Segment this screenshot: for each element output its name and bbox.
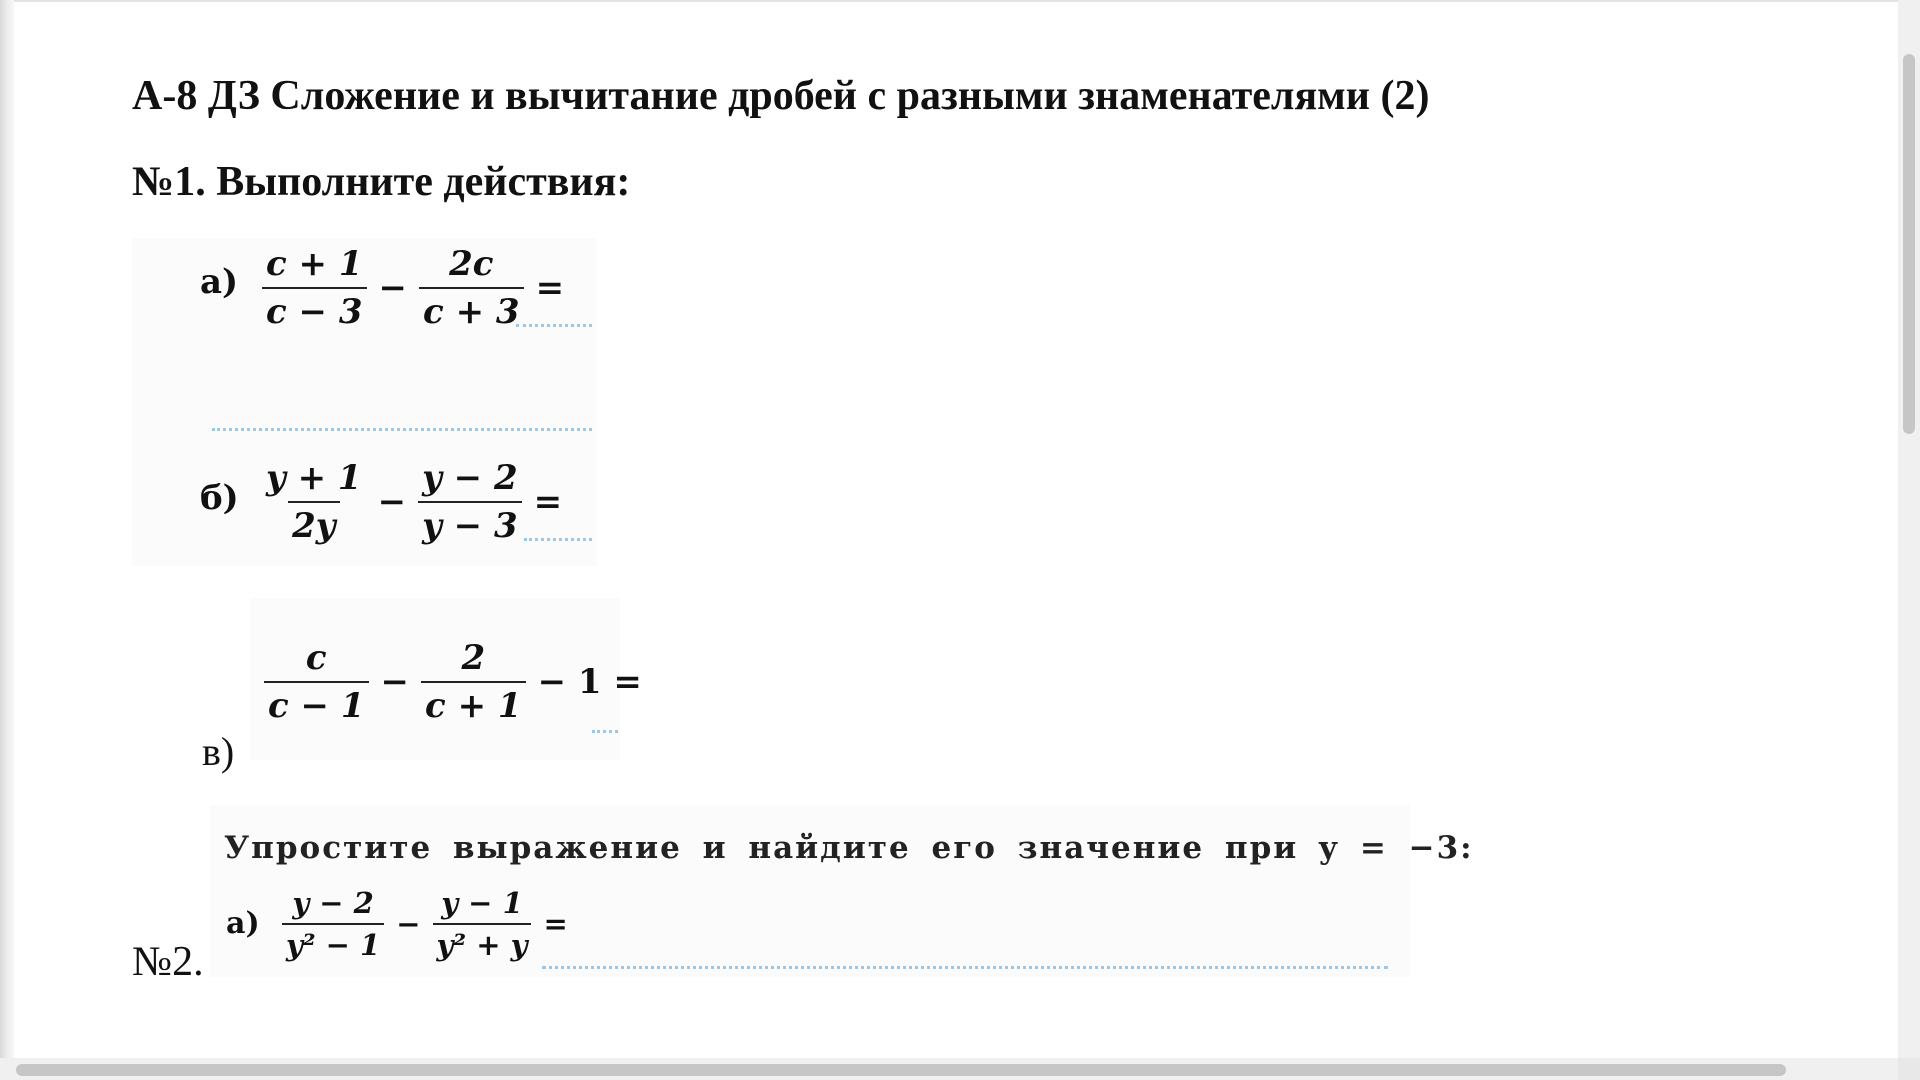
minus-sign: − [380, 662, 410, 702]
task2-number: №2. [132, 939, 204, 985]
task1-b-label: б) [200, 478, 239, 518]
vertical-scrollbar-thumb[interactable] [1903, 54, 1915, 434]
answer-dotted-line [212, 428, 592, 431]
fraction [262, 458, 366, 546]
denominator: 2y [288, 501, 339, 546]
numerator: y − 2 [292, 886, 374, 920]
minus-sign: − [378, 268, 408, 308]
numerator: 2c [449, 244, 494, 284]
numerator: c [305, 638, 327, 678]
minus-sign: − [396, 907, 421, 941]
denominator: c − 3 [262, 287, 367, 332]
denominator: y² + y [433, 923, 532, 962]
task1-a-label: а) [200, 262, 239, 302]
scrollbar-corner [1898, 1058, 1920, 1080]
task1-b-expression [258, 458, 570, 546]
horizontal-scrollbar-thumb[interactable] [16, 1064, 1786, 1076]
equals-sign: = [533, 482, 563, 522]
answer-dotted-line [592, 730, 618, 733]
numerator: c + 1 [266, 244, 363, 284]
window-top-border [0, 0, 1920, 2]
fraction [418, 458, 522, 546]
horizontal-scrollbar[interactable] [0, 1058, 1898, 1080]
fraction [433, 886, 532, 962]
denominator: c + 1 [421, 681, 526, 726]
equals-sign: = [543, 907, 568, 941]
expression-tail: − 1 = [537, 662, 642, 702]
task1-v-label: в) [202, 729, 235, 774]
equals-sign: = [535, 268, 565, 308]
task2-a-label: а) [226, 906, 260, 941]
task1-heading: №1. Выполните действия: [132, 159, 631, 205]
denominator: y − 3 [418, 501, 522, 546]
numerator: y − 1 [441, 886, 523, 920]
task2-a-expression [278, 886, 576, 962]
fraction [419, 244, 524, 332]
numerator: 2 [461, 638, 486, 678]
vertical-scrollbar[interactable] [1898, 0, 1920, 1058]
task2-instruction: Упростите выражение и найдите его значение при y = −3: [224, 830, 1474, 866]
denominator: c + 3 [419, 287, 524, 332]
fraction [282, 886, 384, 962]
fraction [421, 638, 526, 726]
answer-dotted-line [542, 966, 1388, 969]
document-title: А-8 ДЗ Сложение и вычитание дробей с разными знаменателями (2) [132, 73, 1430, 119]
answer-dotted-line [516, 324, 592, 327]
denominator: y² − 1 [282, 923, 384, 962]
numerator: y − 2 [422, 458, 518, 498]
denominator: c − 1 [264, 681, 369, 726]
fraction [264, 638, 369, 726]
page-left-shadow [0, 0, 14, 1080]
fraction [262, 244, 367, 332]
task1-v-expression [260, 638, 650, 726]
answer-dotted-line [524, 538, 592, 541]
minus-sign: − [377, 482, 407, 522]
task1-a-expression [258, 244, 572, 332]
numerator: y + 1 [266, 458, 362, 498]
